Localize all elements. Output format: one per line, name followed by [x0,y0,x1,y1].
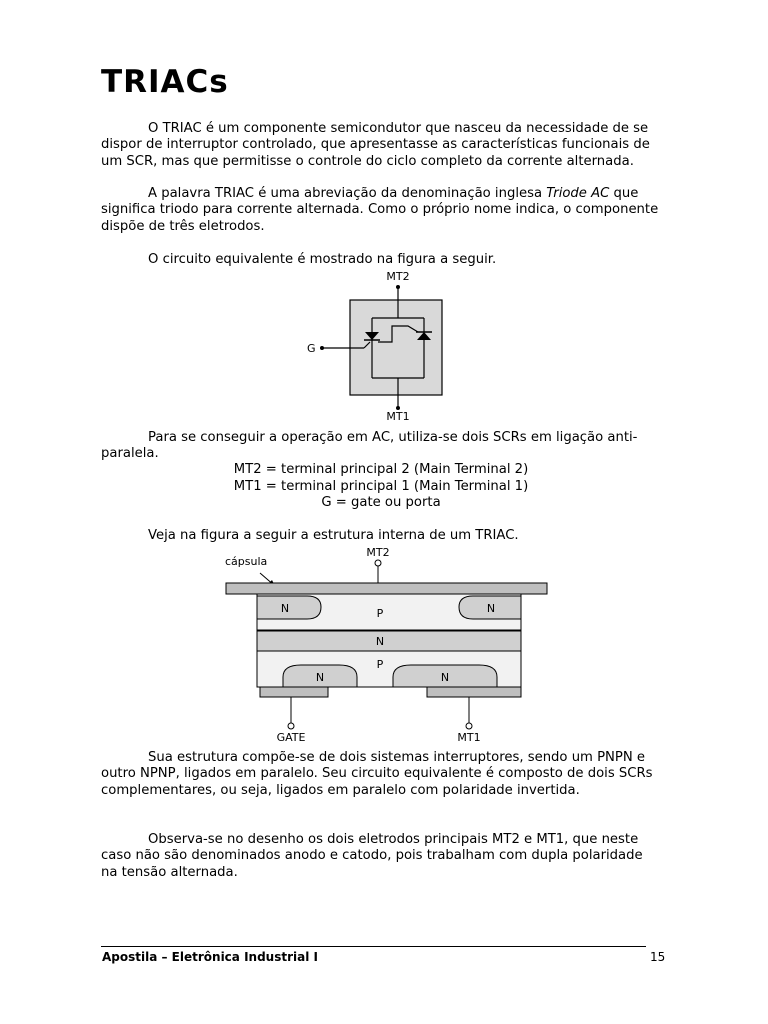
paragraph-intro-text: O TRIAC é um componente semicondutor que nasceu da necessidade de se dispor de interruptor controlado, que apresentasse as características funcionais de um SCR, mas que permitisse o controle do ciclo completo da corrente alternada. [101,121,650,169]
paragraph-composition [101,750,661,799]
definition-gate: G = gate ou porta [321,495,441,510]
equivalent-circuit-figure [300,270,480,426]
definition-mt2: MT2 = terminal principal 2 (Main Terminal 2) [233,462,529,477]
label-n-bottom-left: N [315,671,325,684]
page-number: 15 [650,950,666,964]
paragraph-intro [101,121,661,170]
footer-rule [101,946,646,947]
label-n-top-left: N [280,602,290,615]
label-p-bottom: P [376,658,384,671]
paragraph-triode-italic: Triode AC [546,186,610,201]
paragraph-triode-text-a: A palavra TRIAC é uma abreviação da denominação inglesa [148,186,547,201]
definition-mt1: MT1 = terminal principal 1 (Main Terminal 1) [233,479,529,494]
footer-title: Apostila – Eletrônica Industrial I [102,950,318,964]
label-mt1: MT1 [386,410,410,423]
paragraph-structure-text: Veja na figura a seguir a estrutura interna de um TRIAC. [148,528,519,543]
paragraph-circuit-text: O circuito equivalente é mostrado na figura a seguir. [148,252,497,267]
label-mt1: MT1 [457,731,481,744]
label-mt2: MT2 [386,270,410,283]
paragraph-triode [101,186,661,235]
label-n-bottom-right: N [440,671,450,684]
paragraph-ac-operation [101,430,661,463]
internal-structure-figure [205,543,555,745]
label-capsula: cápsula [225,555,268,568]
paragraph-ac-operation-text: Para se conseguir a operação em AC, utiliza-se dois SCRs em ligação anti-paralela. [101,430,638,462]
label-mt2: MT2 [366,546,390,559]
paragraph-electrodes-text: Observa-se no desenho os dois eletrodos principais MT2 e MT1, que neste caso não são denominados anodo e catodo, pois trabalham com dupla polaridade na tensão alternada. [101,832,643,880]
label-n-top-right: N [486,602,496,615]
paragraph-triode-text-b: que significa triodo para corrente alternada. Como o próprio nome indica, o componente dispõe de três eletrodos. [101,186,659,234]
paragraph-structure [101,528,661,544]
label-gate: GATE [276,731,306,744]
label-n-middle: N [375,635,385,648]
page-title: TRIACs [101,64,229,100]
paragraph-electrodes [101,832,661,881]
paragraph-circuit [101,252,661,268]
label-p-top: P [376,607,384,620]
paragraph-composition-text: Sua estrutura compõe-se de dois sistemas interruptores, sendo um PNPN e outro NPNP, ligados em paralelo. Seu circuito equivalente é composto de dois SCRs complementares, ou seja, ligados em paralelo com polaridade invertida. [101,750,653,798]
label-g: G [307,342,316,355]
